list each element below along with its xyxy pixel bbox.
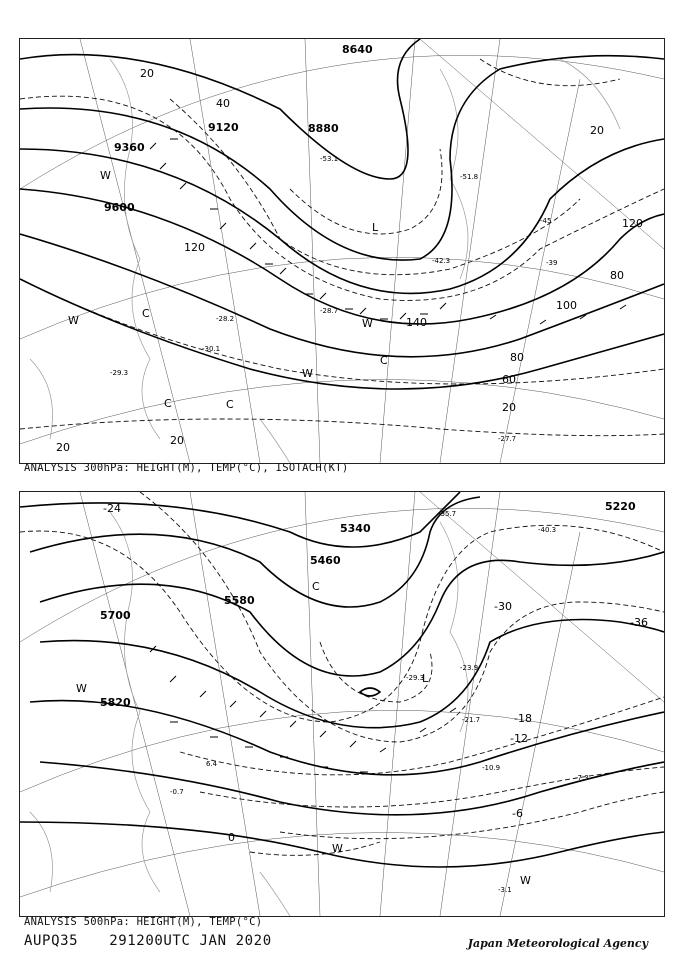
isotach-label: 20 [140, 67, 154, 80]
height-label: 5220 [605, 500, 636, 513]
obs-label: -0.7 [170, 788, 184, 796]
pressure-symbols [76, 580, 531, 887]
wind-barbs [150, 646, 456, 772]
obs-label: 6.4 [206, 760, 218, 768]
warm-symbol: W [68, 314, 79, 327]
temperature-labels [110, 155, 557, 443]
cold-symbol: C [312, 580, 320, 593]
temp-label: -28.2 [216, 315, 235, 323]
isotherm-label: -24 [103, 502, 121, 515]
temp-label: -42.3 [432, 257, 451, 265]
warm-symbol: W [520, 874, 531, 887]
isotherm-label: -12 [510, 732, 528, 745]
cold-symbol: C [164, 397, 172, 410]
low-symbol: L [422, 672, 429, 685]
isotach-label: 120 [622, 217, 643, 230]
isotach-label: 20 [590, 124, 604, 137]
isotach-label: 60 [502, 373, 516, 386]
temp-label: -28.7 [320, 307, 339, 315]
valid-time: 291200UTC JAN 2020 [109, 933, 272, 949]
caption-500hpa: ANALYSIS 500hPa: HEIGHT(M), TEMP(°C) [24, 916, 263, 928]
height-label: 5460 [310, 554, 341, 567]
isotach-label: 100 [556, 299, 577, 312]
temp-label: -51.8 [460, 173, 479, 181]
isotherm-label: -30 [494, 600, 512, 613]
cold-symbol: C [380, 354, 388, 367]
obs-label: -35.7 [438, 510, 457, 518]
map-panel-300hpa [19, 38, 665, 464]
obs-label: -29.3 [406, 674, 425, 682]
map-300hpa-svg [20, 39, 664, 463]
temp-label: -39 [546, 259, 558, 267]
isotherm-label: -36 [630, 616, 648, 629]
chart-footer [24, 933, 294, 949]
temp-label: -27.7 [498, 435, 517, 443]
height-label: 8880 [308, 122, 339, 135]
cold-symbol: C [142, 307, 150, 320]
temp-label: -29.3 [110, 369, 129, 377]
chart-code: AUPQ35 [24, 933, 79, 949]
obs-label: -40.3 [538, 526, 557, 534]
temp-label: -53.1 [320, 155, 339, 163]
isotherm-label: 0 [228, 831, 235, 844]
map-panel-500hpa [19, 491, 665, 917]
coastlines [30, 512, 468, 916]
isotach-label: 20 [56, 441, 70, 454]
height-label: 5700 [100, 609, 131, 622]
warm-symbol: W [100, 169, 111, 182]
agency-name: Japan Meteorological Agency [467, 937, 648, 950]
wind-barbs [150, 139, 626, 324]
height-contours [20, 39, 664, 389]
map-500hpa-svg [20, 492, 664, 916]
isotach-label: 80 [510, 351, 524, 364]
obs-label: -23.9 [460, 664, 479, 672]
isotach-lines [20, 59, 664, 436]
isotach-label: 80 [610, 269, 624, 282]
isotach-label: 20 [170, 434, 184, 447]
height-label: 9600 [104, 201, 135, 214]
isotach-label: 40 [216, 97, 230, 110]
isotach-label: 120 [184, 241, 205, 254]
height-label: 9360 [114, 141, 145, 154]
isotherm-label: -18 [514, 712, 532, 725]
isotherm-label: -6 [512, 807, 523, 820]
obs-label: -7.3 [575, 774, 589, 782]
height-label: 5820 [100, 696, 131, 709]
obs-label: -21.7 [462, 716, 481, 724]
warm-symbol: W [332, 842, 343, 855]
warm-symbol: W [362, 317, 373, 330]
height-label: 8640 [342, 43, 373, 56]
height-label: 5340 [340, 522, 371, 535]
isotach-label: 20 [502, 401, 516, 414]
warm-symbol: W [302, 367, 313, 380]
cold-symbol: C [226, 398, 234, 411]
low-symbol: L [372, 221, 379, 234]
height-label: 9120 [208, 121, 239, 134]
height-label: 5580 [224, 594, 255, 607]
obs-label: -3.1 [498, 886, 512, 894]
coastlines [30, 59, 620, 463]
isotach-label: 140 [406, 316, 427, 329]
temp-label: -45 [540, 217, 552, 225]
obs-label: -10.9 [482, 764, 501, 772]
warm-symbol: W [76, 682, 87, 695]
temp-label: -30.1 [202, 345, 221, 353]
caption-300hpa: ANALYSIS 300hPa: HEIGHT(M), TEMP(°C), ISOTACH(KT) [24, 462, 349, 474]
